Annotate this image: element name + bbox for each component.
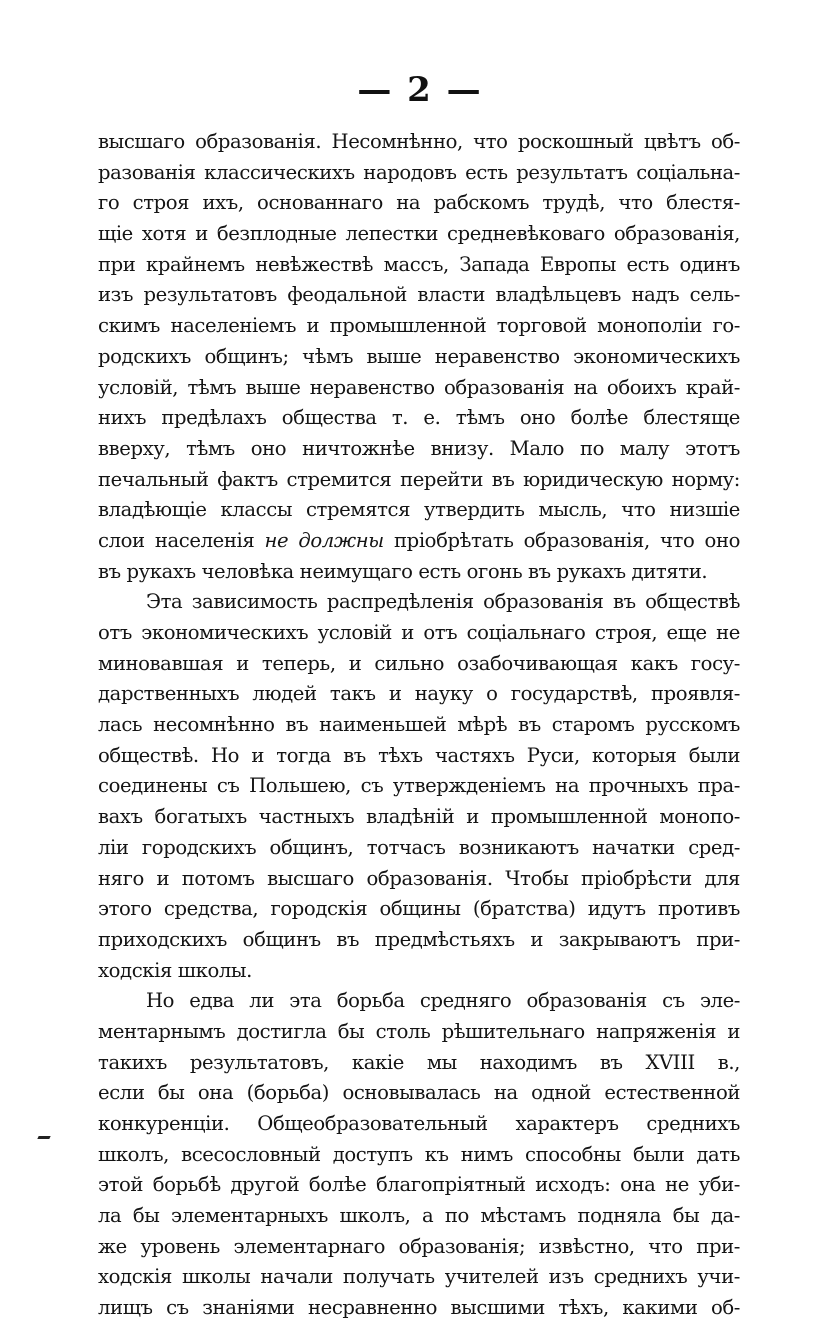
- text-line: печальный фактъ стремится перейти въ юридическую норму:: [98, 467, 740, 491]
- text-line-with-emphasis: [98, 526, 740, 557]
- text-line: го строя ихъ, основаннаго на рабскомъ трудѣ, что блестя-: [98, 191, 740, 215]
- text-line: дарственныхъ людей такъ и науку о государствѣ, проявля-: [98, 682, 740, 706]
- text-line: ла бы элементарныхъ школъ, а по мѣстамъ подняла бы да-: [98, 1204, 740, 1228]
- text-line: высшаго образованія. Несомнѣнно, что роскошный цвѣтъ об-: [98, 130, 740, 153]
- text-line: вахъ богатыхъ частныхъ владѣній и промышленной монопо-: [98, 805, 740, 829]
- text-line: скимъ населеніемъ и промышленной торговой монополіи го-: [98, 314, 740, 338]
- text-line: вверху, тѣмъ оно ничтожнѣе внизу. Мало по малу этотъ: [98, 436, 740, 460]
- margin-mark: [37, 1136, 50, 1139]
- body-text: [98, 127, 740, 1324]
- text-line: условій, тѣмъ выше неравенство образованія на обоихъ край-: [98, 375, 740, 399]
- text-line: ходскія школы начали получать учителей изъ среднихъ учи-: [98, 1265, 740, 1289]
- page-number: — 2 —: [357, 70, 483, 110]
- text-line: отъ экономическихъ условій и отъ соціальнаго строя, еще не: [98, 621, 740, 644]
- text-line: ментарнымъ достигла бы столь рѣшительнаго напряженія и: [98, 1019, 740, 1043]
- text-line-last: въ рукахъ человѣка неимущаго есть огонь въ рукахъ дитяти.: [98, 559, 708, 583]
- text-line: этого средства, городскія общины (братства) идутъ противъ: [98, 897, 740, 921]
- paragraph-1: [98, 127, 740, 587]
- paragraph-2: [98, 587, 740, 986]
- text-fragment: слои населенія: [98, 528, 265, 552]
- text-line-indented: Эта зависимость распредѣленія образованія въ обществѣ: [146, 590, 740, 614]
- text-line: же уровень элементарнаго образованія; извѣстно, что при-: [98, 1234, 740, 1258]
- text-line: владѣющіе классы стремятся утвердить мысль, что низшіе: [98, 498, 740, 522]
- text-line: приходскихъ общинъ въ предмѣстьяхъ и закрываютъ при-: [98, 927, 740, 951]
- text-line: нихъ предѣлахъ общества т. е. тѣмъ оно болѣе блестяще: [98, 406, 740, 430]
- text-line: обществѣ. Но и тогда въ тѣхъ частяхъ Руси, которыя были: [98, 743, 740, 767]
- text-line-indented: Но едва ли эта борьба средняго образованія съ эле-: [146, 989, 740, 1013]
- text-fragment: пріобрѣтать образованія, что оно: [383, 528, 740, 552]
- text-line: конкуренціи. Общеобразовательный характеръ среднихъ: [98, 1112, 740, 1135]
- text-line: этой борьбѣ другой болѣе благопріятный исходъ: она не уби-: [98, 1173, 740, 1197]
- text-line: ліи городскихъ общинъ, тотчасъ возникаютъ начатки сред-: [98, 835, 740, 859]
- text-line: миновавшая и теперь, и сильно озабочивающая какъ госу-: [98, 651, 740, 675]
- text-line: родскихъ общинъ; чѣмъ выше неравенство экономическихъ: [98, 344, 740, 368]
- text-line: при крайнемъ невѣжествѣ массъ, Запада Европы есть одинъ: [98, 252, 740, 276]
- emphasized-text: не должны: [264, 528, 384, 552]
- text-line: если бы она (борьба) основывалась на одной естественной: [98, 1081, 740, 1105]
- text-line: школъ, всесословный доступъ къ нимъ способны были дать: [98, 1142, 740, 1166]
- text-line: разованія классическихъ народовъ есть результатъ соціальна-: [98, 160, 740, 184]
- paragraph-3: [98, 986, 740, 1324]
- text-line: няго и потомъ высшаго образованія. Чтобы пріобрѣсти для: [98, 866, 740, 890]
- text-line: изъ результатовъ феодальной власти владѣльцевъ надъ сель-: [98, 283, 740, 307]
- text-line: соединены съ Польшею, съ утвержденіемъ на прочныхъ пра-: [98, 774, 740, 798]
- text-line-last: ходскія школы.: [98, 958, 252, 982]
- text-line: такихъ результатовъ, какіе мы находимъ въ XVIII в.,: [98, 1050, 740, 1074]
- text-line: лищъ съ знаніями несравненно высшими тѣхъ, какими об-: [98, 1296, 740, 1320]
- text-line: щіе хотя и безплодные лепестки средневѣковаго образованія,: [98, 222, 740, 246]
- text-line: лась несомнѣнно въ наименьшей мѣрѣ въ старомъ русскомъ: [98, 713, 740, 737]
